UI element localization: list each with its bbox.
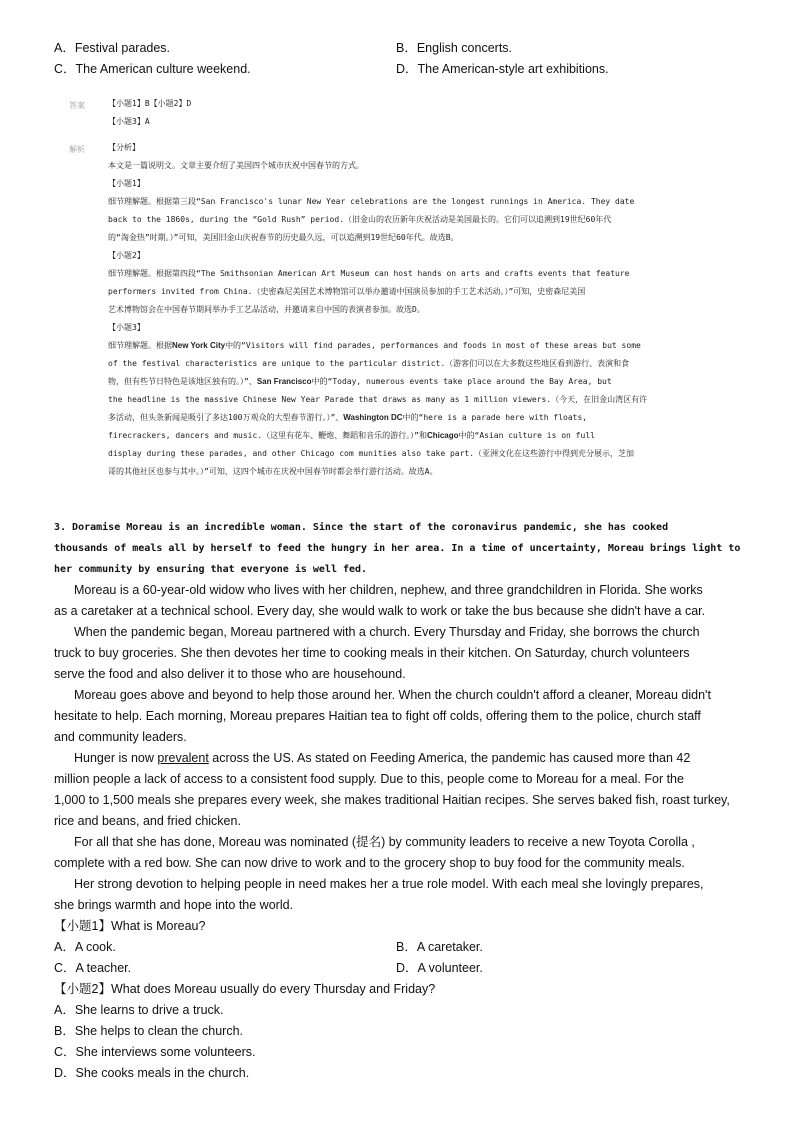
analysis-q3-line: 细节理解题。根据New York City中的“Visitors will find parades, performances and foods in most of these areas but some xyxy=(108,341,641,350)
prev-option-b: B．English concerts. xyxy=(396,41,513,55)
answer-line-1: 【小题1】B【小题2】D xyxy=(108,99,192,108)
analysis-line: 【小题1】 xyxy=(108,179,145,188)
city-chicago: Chicago xyxy=(426,431,459,440)
passage-paragraph-3: Moreau goes above and beyond to help those around her. When the church couldn't afford a cleaner, Moreau didn't hesitate to help. Each morning, Moreau prepares Haitian tea to fight off colds, offering them to the police, church staff and community leaders. xyxy=(54,688,711,744)
question-1: 【小题1】What is Moreau? xyxy=(54,919,206,933)
q1-option-a: A．A cook. xyxy=(54,940,116,954)
passage-paragraph-5: For all that she has done, Moreau was nominated (提名) by community leaders to receive a new Toyota Corolla , complete with a red bow. She can now drive to work and to the grocery shop to buy food for the community meals. xyxy=(54,835,695,870)
q1-option-c: C．A teacher. xyxy=(54,961,132,975)
q1-options-row-2 xyxy=(54,958,754,979)
passage-paragraph-1: Moreau is a 60-year-old widow who lives with her children, nephew, and three grandchildren in Florida. She works as a caretaker at a technical school. Every day, she would walk to work or take the bus because she didn't have a car. xyxy=(54,583,706,618)
analysis-line: 本文是一篇说明文。文章主要介绍了美国四个城市庆祝中国春节的方式。 xyxy=(108,161,364,170)
analysis-line: back to the 1860s, during the “Gold Rush” period.（旧金山的农历新年庆祝活动是美国最长的。它们可以追溯到19世纪60年代 xyxy=(108,215,612,224)
prev-options-row-2 xyxy=(54,59,754,79)
city-san-francisco: San Francisco xyxy=(256,377,312,386)
analysis-label: 解析 xyxy=(69,145,85,154)
prev-option-d: D．The American-style art exhibitions. xyxy=(396,62,609,76)
q1-option-d: D．A volunteer. xyxy=(396,961,483,975)
passage-paragraph-4: Hunger is now prevalent across the US. As stated on Feeding America, the pandemic has caused more than 42 million people a lack of access to a consistent food supply. Due to this, people come to Moreau for a meal. For the 1,000 to 1,500 meals she prepares every week, she makes traditional Haitian recipes. She serves baked fish, roast turkey, rice and beans, and fried chicken. xyxy=(54,751,730,828)
q1-options-row-1 xyxy=(54,937,754,958)
prev-options-row-1 xyxy=(54,38,754,58)
q2-option-d: D．She cooks meals in the church. xyxy=(54,1066,250,1080)
q2-option-c: C．She interviews some volunteers. xyxy=(54,1045,256,1059)
analysis-line: 【分析】 xyxy=(108,143,140,152)
q3-intro-line: her community by ensuring that everyone is well fed. xyxy=(54,564,368,575)
passage-paragraph-2: When the pandemic began, Moreau partnered with a church. Every Thursday and Friday, she borrows the church truck to buy groceries. She then devotes her time to cooking meals in their kitchen. On Saturday, church volunteers serve the food and also deliver it to those who are househound. xyxy=(54,625,700,681)
city-new-york: New York City xyxy=(172,341,226,350)
analysis-q3-line: display during these parades, and other Chicago com munities also take part.（亚洲文化在这些游行中得到充分展示，芝加 xyxy=(108,449,635,458)
q1-option-b: B．A caretaker. xyxy=(396,940,483,954)
analysis-q3-line: of the festival characteristics are unique to the particular district.（游客们可以在大多数这些地区看到游行、表演和食 xyxy=(108,359,630,368)
analysis-q3-line: firecrackers, dancers and music.（这里有花车、鞭炮、舞蹈和音乐的游行。）”和Chicago中的“Asian culture is on full xyxy=(108,431,595,440)
prev-option-c: C．The American culture weekend. xyxy=(54,62,251,76)
analysis-q3-line: 多活动，但头条新闻是吸引了多达100万观众的大型春节游行。）”、Washington DC中的“here is a parade here with floats, xyxy=(108,413,588,422)
analysis-line: 【小题2】 xyxy=(108,251,145,260)
passage-paragraph-6: Her strong devotion to helping people in need makes her a true role model. With each meal she lovingly prepares, she brings warmth and hope into the world. xyxy=(54,877,704,912)
analysis-line: performers invited from China.（史密森尼美国艺术博物馆可以举办邀请中国演员参加的手工艺术活动。）”可知，史密森尼美国 xyxy=(108,287,586,296)
answer-line-2: 【小题3】A xyxy=(108,117,150,126)
q2-option-a: A．She learns to drive a truck. xyxy=(54,1003,224,1017)
prev-option-a: A．Festival parades. xyxy=(54,41,171,55)
analysis-line: 的“淘金热”时期。）”可知，美国旧金山庆祝春节的历史最久远，可以追溯到19世纪60年代。故选B。 xyxy=(108,233,459,242)
analysis-line: 细节理解题。根据第三段“San Francisco's lunar New Year celebrations are the longest runnings in America. They date xyxy=(108,197,635,206)
q3-intro-line: 3. Doramise Moreau is an incredible woman. Since the start of the coronavirus pandemic, she has cooked xyxy=(54,522,669,533)
analysis-q3-line: 物，但有些节日特色是该地区独有的。）”、San Francisco中的“Today, numerous events take place around the Bay Area, but xyxy=(108,377,612,386)
city-washington-dc: Washington DC xyxy=(343,413,403,422)
underlined-word: prevalent xyxy=(157,751,209,765)
analysis-line: 艺术博物馆会在中国春节期间举办手工艺品活动，并邀请来自中国的表演者参加。故选D。 xyxy=(108,305,425,314)
analysis-line: 细节理解题。根据第四段“The Smithsonian American Art Museum can host hands on arts and crafts events that feature xyxy=(108,269,630,278)
analysis-line: 【小题3】 xyxy=(108,323,145,332)
answer-label: 答案 xyxy=(69,101,85,110)
analysis-q3-line: the headline is the massive Chinese New Year Parade that draws as many as 1 million viewers.（今天，在旧金山湾区有许 xyxy=(108,395,648,404)
q2-option-b: B．She helps to clean the church. xyxy=(54,1024,244,1038)
question-2: 【小题2】What does Moreau usually do every Thursday and Friday? xyxy=(54,982,436,996)
analysis-q3-line: 哥的其他社区也参与其中。）”可知，这四个城市在庆祝中国春节时都会举行游行活动。故选A。 xyxy=(108,467,438,476)
q3-intro-line: thousands of meals all by herself to feed the hungry in her area. In a time of uncertainty, Moreau brings light to xyxy=(54,543,741,554)
